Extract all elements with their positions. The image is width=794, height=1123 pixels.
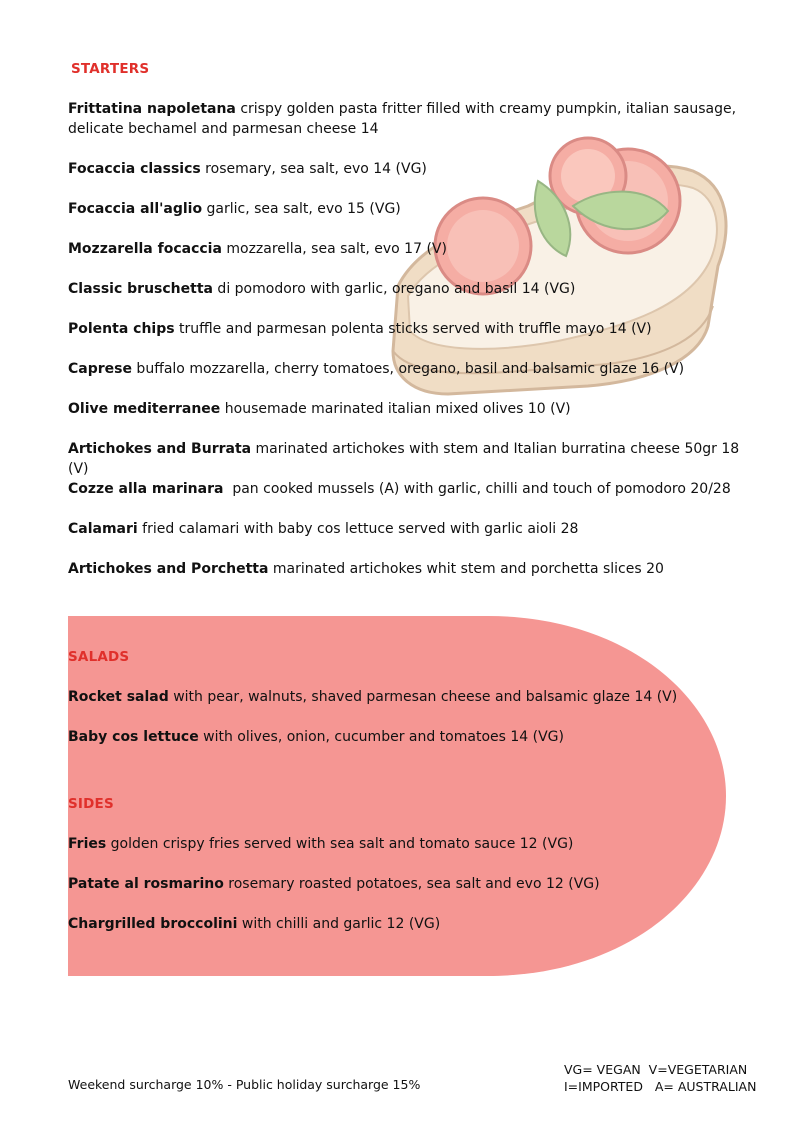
dietary-legend — [564, 1061, 756, 1095]
menu-item — [68, 874, 748, 894]
menu-item — [68, 399, 748, 419]
menu-item — [68, 687, 748, 707]
item-name: Patate al rosmarino — [68, 876, 224, 892]
menu-item — [68, 279, 748, 299]
menu-item — [68, 319, 748, 339]
item-name: Artichokes and Burrata — [68, 441, 252, 457]
item-name: Cozze alla marinara — [68, 481, 224, 497]
item-description: pan cooked mussels (A) with garlic, chilli and touch of pomodoro 20/28 — [223, 481, 731, 497]
menu-item — [68, 914, 748, 934]
menu-item — [68, 519, 748, 539]
item-description: di pomodoro with garlic, oregano and basil 14 (VG) — [212, 281, 576, 297]
item-description: truffle and parmesan polenta sticks served with truffle mayo 14 (V) — [174, 321, 652, 337]
item-description: rosemary, sea salt, evo 14 (VG) — [200, 161, 427, 177]
item-description: golden crispy fries served with sea salt and tomato sauce 12 (VG) — [106, 836, 574, 852]
menu-item — [68, 834, 748, 854]
item-name: Focaccia all'aglio — [68, 201, 203, 217]
menu-item — [68, 439, 748, 479]
item-name: Fries — [68, 836, 107, 852]
item-description: rosemary roasted potatoes, sea salt and evo 12 (VG) — [223, 876, 600, 892]
item-name: Rocket salad — [68, 689, 169, 705]
starters-heading: STARTERS — [71, 61, 150, 77]
item-description: buffalo mozzarella, cherry tomatoes, oregano, basil and balsamic glaze 16 (V) — [131, 361, 685, 377]
item-description: housemade marinated italian mixed olives 10 (V) — [220, 401, 571, 417]
surcharge-note: Weekend surcharge 10% - Public holiday surcharge 15% — [68, 1077, 421, 1092]
item-name: Calamari — [68, 521, 138, 537]
menu-item — [68, 239, 748, 259]
salads-heading: SALADS — [68, 649, 130, 665]
menu-item — [68, 199, 748, 219]
menu-item — [68, 559, 748, 579]
item-name: Focaccia classics — [68, 161, 201, 177]
item-description: with pear, walnuts, shaved parmesan cheese and balsamic glaze 14 (V) — [168, 689, 678, 705]
item-name: Caprese — [68, 361, 132, 377]
item-name: Artichokes and Porchetta — [68, 561, 269, 577]
item-description: fried calamari with baby cos lettuce served with garlic aioli 28 — [137, 521, 579, 537]
item-description: marinated artichokes whit stem and porchetta slices 20 — [268, 561, 664, 577]
menu-item — [68, 159, 748, 179]
item-description: crispy golden pasta fritter filled with creamy pumpkin, italian sausage, delicate bechamel and parmesan cheese 14 — [68, 101, 737, 137]
item-description: with chilli and garlic 12 (VG) — [237, 916, 441, 932]
item-description: garlic, sea salt, evo 15 (VG) — [202, 201, 401, 217]
item-name: Olive mediterranee — [68, 401, 221, 417]
item-name: Chargrilled broccolini — [68, 916, 238, 932]
sides-heading: SIDES — [68, 796, 114, 812]
menu-item — [68, 727, 748, 747]
item-description: marinated artichokes with stem and Italian burratina cheese 50gr 18 (V) — [68, 441, 740, 477]
legend-line: VG= VEGAN V=VEGETARIAN — [564, 1062, 748, 1077]
item-name: Classic bruschetta — [68, 281, 213, 297]
item-description: mozzarella, sea salt, evo 17 (V) — [221, 241, 447, 257]
legend-line: I=IMPORTED A= AUSTRALIAN — [564, 1079, 757, 1094]
menu-item — [68, 479, 748, 499]
item-name: Frittatina napoletana — [68, 101, 236, 117]
item-description: with olives, onion, cucumber and tomatoes 14 (VG) — [198, 729, 564, 745]
item-name: Polenta chips — [68, 321, 175, 337]
menu-item — [68, 359, 748, 379]
menu-item — [68, 99, 748, 139]
item-name: Mozzarella focaccia — [68, 241, 222, 257]
item-name: Baby cos lettuce — [68, 729, 199, 745]
